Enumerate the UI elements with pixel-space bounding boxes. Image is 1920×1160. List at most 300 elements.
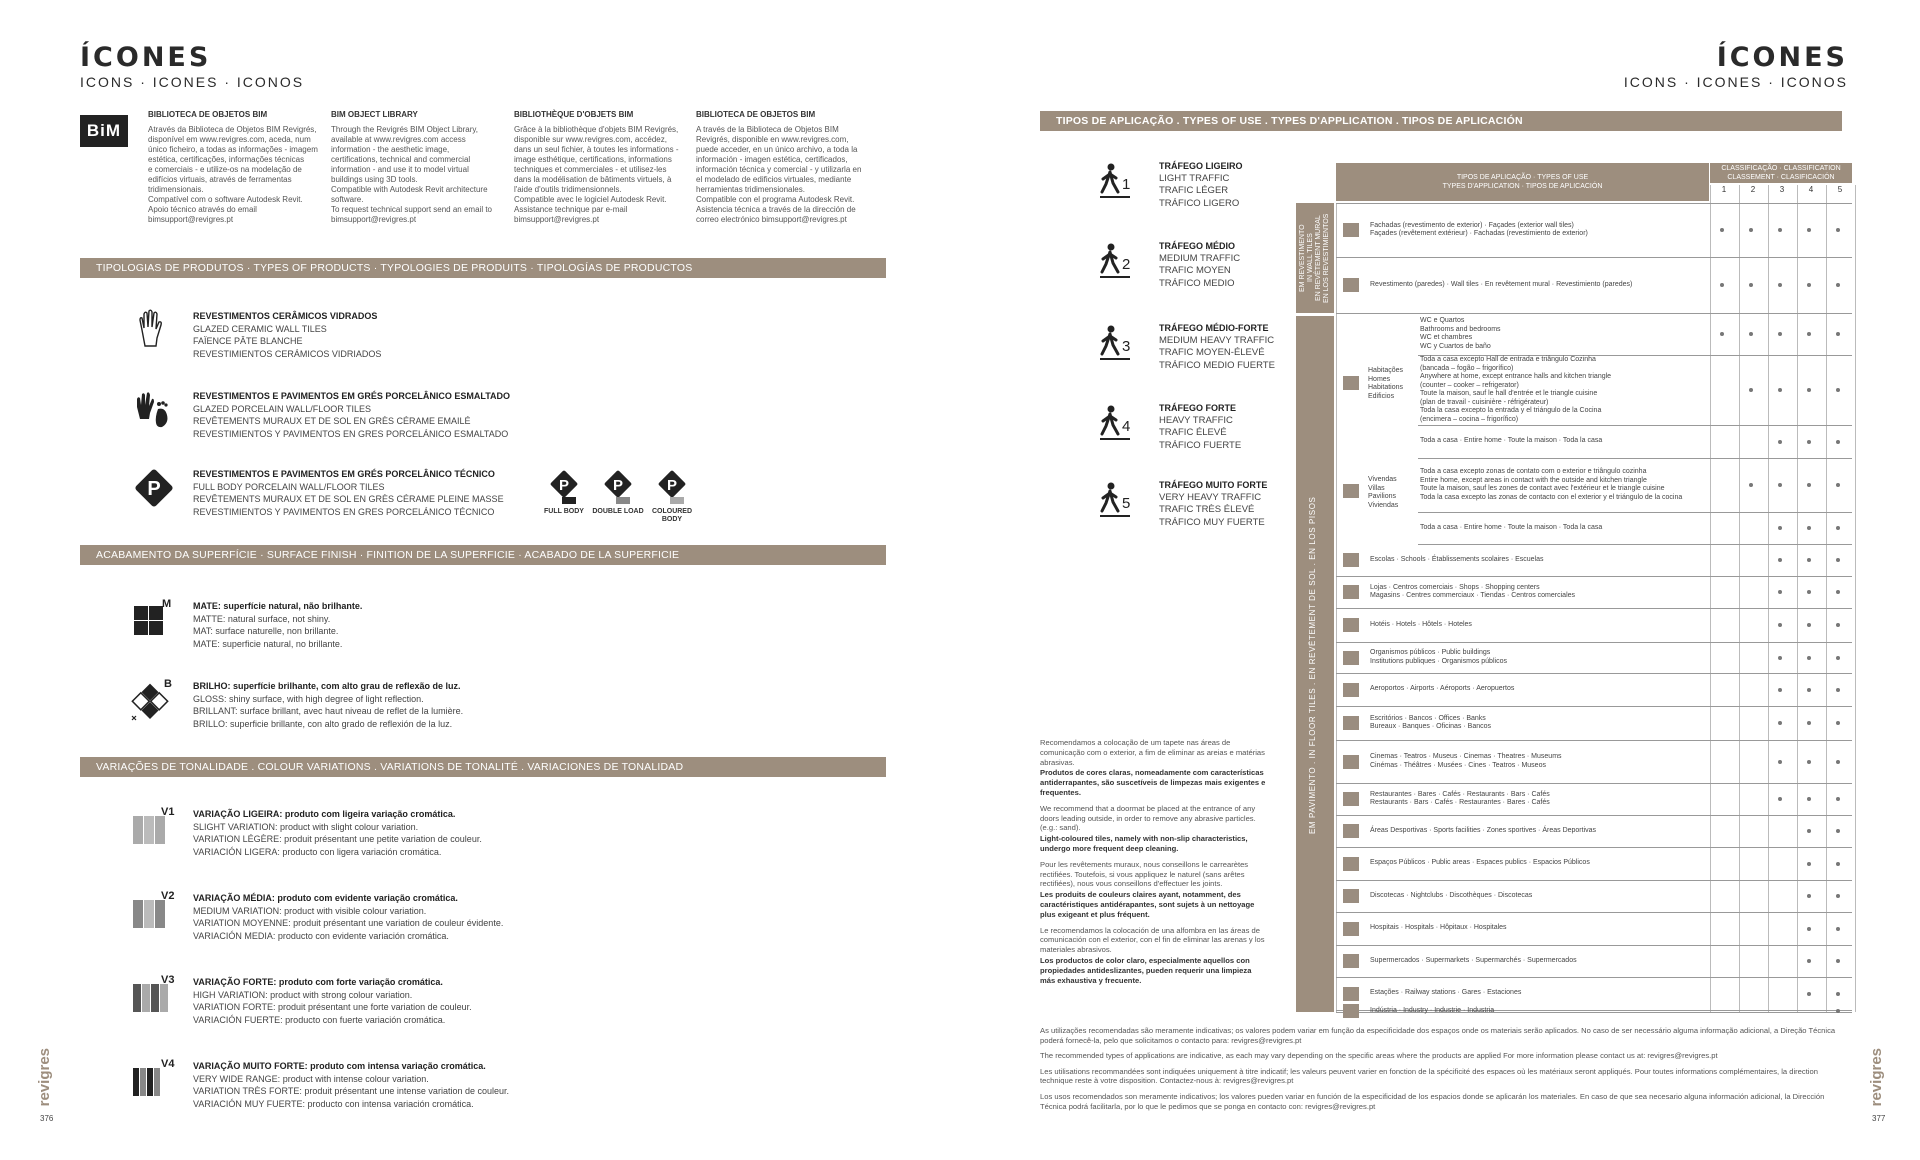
table-row-line: [1336, 880, 1852, 881]
nightclub-icon: [1343, 889, 1359, 903]
bim-column: [331, 110, 511, 225]
classification-dot: [1778, 590, 1782, 594]
bim-column-heading: BIM OBJECT LIBRARY: [331, 110, 418, 119]
gloss-letter: B: [164, 678, 172, 690]
grid-col-line: [1768, 185, 1769, 1012]
product-line: REVESTIMIENTOS Y PAVIMENTOS EN GRES PORCELÁNICO TÉCNICO: [193, 506, 495, 517]
classification-dot: [1778, 526, 1782, 530]
wall-tiles-label: EM REVESTIMENTO IN WALL TILES EN REVÊTEMENT MURAL EN LOS REVESTIMIENTOS: [1299, 213, 1330, 303]
bim-column-line: bimsupport@revigres.pt: [148, 215, 234, 224]
traffic-line: MEDIUM TRAFFIC: [1159, 252, 1241, 264]
variation-heading: VARIAÇÃO LIGEIRA: produto com ligeira variação cromática.: [193, 809, 456, 819]
svg-text:P: P: [558, 477, 570, 494]
classification-dot: [1778, 388, 1782, 392]
classification-dot: [1836, 688, 1840, 692]
variation-line: SLIGHT VARIATION: product with slight colour variation.: [193, 821, 419, 832]
classification-dot: [1807, 927, 1811, 931]
classification-dot: [1807, 228, 1811, 232]
finish-line: BRILLANT: surface brillant, avec haut niveau de reflet de la lumière.: [193, 706, 464, 717]
table-row-text: Hotéis · Hotels · Hôtels · Hoteles: [1370, 620, 1472, 628]
variation-stripe: [154, 1068, 160, 1096]
table-row-text: WC e Quartos Bathrooms and bedrooms WC et chambres WC y Cuartos de baño: [1420, 317, 1501, 350]
bim-column-line: Asistencia técnica a través de la dirección de: [696, 205, 856, 214]
section-bar-products: TIPOLOGIAS DE PRODUTOS · TYPES OF PRODUCTS · TYPOLOGIES DE PRODUITS · TIPOLOGÍAS DE PRODUCTOS: [80, 258, 886, 278]
classification-dot: [1749, 388, 1753, 392]
classification-dot: [1807, 656, 1811, 660]
classification-dot: [1778, 623, 1782, 627]
table-row-text: Organismos públicos · Public buildings Institutions publiques · Organismos públicos: [1370, 649, 1507, 665]
classification-dot: [1836, 797, 1840, 801]
body-type-icon: [548, 470, 580, 506]
variation-heading: VARIAÇÃO FORTE: produto com forte variação cromática.: [193, 977, 443, 987]
traffic-4-icon: [1100, 404, 1136, 442]
bim-column-line: l'aide d'outils tridimensionnels.: [514, 185, 622, 194]
bim-column-line: puede acceder, en un único archivo, a toda la: [696, 145, 858, 154]
brand-logo: revigres: [36, 1048, 53, 1107]
walker-icon: [1100, 162, 1136, 200]
floor-tiles-label: EM PAVIMENTO . IN FLOOR TILES . EN REVÊTEMENT DE SOL . EN LOS PISOS: [1308, 496, 1317, 834]
variation-stripe: [133, 1068, 139, 1096]
product-line: REVESTIMIENTOS Y PAVIMENTOS EN GRES PORCELÁNICO ESMALTADO: [193, 428, 509, 439]
bim-column-line: Through the Revigrés BIM Object Library,: [331, 125, 479, 134]
bim-column-line: herramientas tridimensionales.: [696, 185, 805, 194]
page-title-right: ÍCONES: [1716, 42, 1848, 73]
classification-dot: [1836, 483, 1840, 487]
variation-2-icon: [133, 890, 175, 930]
variation-line: VARIATION TRÈS FORTE: produit présentant une intense variation de couleur.: [193, 1086, 509, 1097]
doormat-note: [1040, 738, 1268, 991]
bim-column-line: único ficheiro, a todas as informações - imagem: [148, 145, 318, 154]
table-row-line: [1336, 576, 1852, 577]
bim-column-line: bimsupport@revigres.pt: [331, 215, 417, 224]
bim-column-line: available at www.revigres.com access: [331, 135, 466, 144]
variation-line: VERY WIDE RANGE: product with intense colour variation.: [193, 1073, 429, 1084]
variation-code: V4: [161, 1058, 175, 1070]
walker-icon: [1100, 324, 1136, 362]
bim-column-line: To request technical support send an email to: [331, 205, 492, 214]
traffic-heading: TRÁFEGO LIGEIRO: [1159, 161, 1243, 171]
traffic-line: TRAFIC LÉGER: [1159, 185, 1229, 197]
traffic-heading: TRÁFEGO MUITO FORTE: [1159, 480, 1268, 490]
table-row-line: [1336, 257, 1852, 258]
table-row-line: [1336, 977, 1852, 978]
traffic-heading: TRÁFEGO FORTE: [1159, 403, 1236, 413]
table-header-class: CLASSIFICAÇÃO · CLASSIFICATION CLASSEMENT · CLASIFICACIÓN: [1710, 163, 1852, 183]
classification-dot: [1778, 440, 1782, 444]
walker-icon: [1100, 242, 1136, 280]
traffic-3-icon: [1100, 324, 1136, 362]
bim-column-line: certifications, technical and commercial: [331, 155, 471, 164]
table-header-use: TIPOS DE APLICAÇÃO · TYPES OF USE TYPES D'APPLICATION · TIPOS DE APLICACIÓN: [1336, 163, 1709, 201]
walker-icon: [1100, 481, 1136, 519]
finish-item: [193, 600, 362, 650]
bim-column-line: dans la modélisation de bâtiments virtuels, à: [514, 175, 672, 184]
variation-heading: VARIAÇÃO MUITO FORTE: produto com intensa variação cromática.: [193, 1061, 486, 1071]
traffic-line: HEAVY TRAFFIC: [1159, 414, 1233, 426]
classification-dot: [1836, 959, 1840, 963]
classification-dot: [1778, 688, 1782, 692]
variation-line: VARIATION MOYENNE: produit présentant une variation de couleur évidente.: [193, 918, 504, 929]
product-line: REVESTIMIENTOS CERÁMICOS VIDRIADOS: [193, 348, 382, 359]
classification-dot: [1836, 721, 1840, 725]
variation-line: MEDIUM VARIATION: product with visible colour variation.: [193, 905, 427, 916]
public-space-icon: [1343, 857, 1359, 871]
product-line: FAÏENCE PÂTE BLANCHE: [193, 336, 303, 347]
footnote: As utilizações recomendadas são meramente indicativas; os valores podem variar em função da especificidade dos espaços onde os materiais serão aplicados. No caso de ser necessário alguma informação adicional, a Direção Técnica poderá fornecê-la, pelo que solicitamos o contacto para: revigres@revigres.pt: [1040, 1026, 1836, 1045]
classification-dot: [1807, 829, 1811, 833]
bim-column-line: information - the aesthetic image,: [331, 145, 450, 154]
table-row-line: [1418, 458, 1852, 459]
classification-dot: [1836, 558, 1840, 562]
variation-line: HIGH VARIATION: product with strong colour variation.: [193, 989, 413, 1000]
product-item: [193, 468, 504, 518]
brand-logo-right: revigres: [1868, 1048, 1885, 1107]
bim-column: [148, 110, 328, 225]
classification-dot: [1807, 797, 1811, 801]
table-row-text: Toda a casa · Entire home · Toute la maison · Toda la casa: [1420, 437, 1603, 445]
traffic-line: TRÁFICO MUY FUERTE: [1159, 516, 1265, 528]
page-number: 376: [40, 1114, 54, 1123]
classification-dot: [1836, 894, 1840, 898]
table-row-line: [1418, 512, 1852, 513]
bim-column-line: Compatible con el programa Autodesk Revit.: [696, 195, 855, 204]
variation-1-icon: [133, 806, 175, 846]
body-type-label: FULL BODY: [544, 508, 584, 515]
table-row-text: Escritórios · Bancos · Offices · Banks Bureaux · Banques · Oficinas · Bancos: [1370, 714, 1492, 730]
table-row-text: Toda a casa excepto zonas de contato com o exterior e triângulo cozinha Entire home, except areas in contact with the outside and kitchen triangle Toute la maison, sauf les zones de contact avec l'extérieur et le triangle cuisine Toda la casa excepto las zonas de contacto con el exterior y el triángulo de la cocina: [1420, 468, 1683, 501]
body-type-label: COLOURED BODY: [651, 508, 693, 523]
variation-stripe: [155, 900, 165, 928]
bim-column-line: Compatible avec le logiciel Autodesk Revit.: [514, 195, 667, 204]
grid-col-line: [1855, 185, 1856, 1012]
product-heading: REVESTIMENTOS E PAVIMENTOS EM GRÉS PORCELÂNICO ESMALTADO: [193, 391, 511, 401]
traffic-line: MEDIUM HEAVY TRAFFIC: [1159, 334, 1275, 346]
traffic-level: 5: [1122, 495, 1131, 512]
bim-column-line: image esthétique, certifications, informations: [514, 155, 672, 164]
bim-logo: BiM: [80, 115, 128, 147]
traffic-level: 1: [1122, 176, 1131, 193]
villa-icon: [1343, 484, 1359, 498]
variation-stripe: [140, 1068, 146, 1096]
table-row-text: Aeroportos · Airports · Aéroports · Aeropuertos: [1370, 685, 1515, 693]
classification-dot: [1836, 590, 1840, 594]
classification-dot: [1807, 440, 1811, 444]
product-heading: REVESTIMENTOS E PAVIMENTOS EM GRÉS PORCELÂNICO TÉCNICO: [193, 469, 495, 479]
classification-dot: [1807, 862, 1811, 866]
traffic-item: [1159, 240, 1240, 290]
group-label-habitacoes: Habitações Homes Habitations Edificios: [1368, 367, 1404, 400]
grid-col-line: [1826, 185, 1827, 1012]
industry-icon: [1343, 1004, 1359, 1018]
classification-dot: [1836, 862, 1840, 866]
hand-foot-icon: [134, 389, 172, 429]
table-row-text: Toda a casa excepto Hall de entrada e triângulo Cozinha (bancada – fogão – frigorífico) Anywhere at home, except entrance halls and kitchen triangle (counter – cooker – refrigerator) Toute la maison, sauf le hall d'entrée et le triangle cuisine (plan de travail - cuisinière - réfrigérateur) Toda la casa excepto la entrada y el triángulo de la Cocina (encimera – cocina – frigorífico): [1420, 356, 1612, 423]
variation-item: [193, 976, 472, 1026]
section-bar-variations: VARIAÇÕES DE TONALIDADE . COLOUR VARIATIONS . VARIATIONS DE TONALITÉ . VARIACIONES DE TONALIDAD: [80, 757, 886, 777]
bim-column-line: Apoio técnico através do email: [148, 205, 257, 214]
table-row-line: [1336, 203, 1852, 204]
grid-col-line: [1797, 185, 1798, 1012]
variation-stripe: [155, 816, 165, 844]
classification-dot: [1720, 283, 1724, 287]
school-icon: [1343, 553, 1359, 567]
variation-4-icon: [133, 1058, 175, 1098]
page-number-right: 377: [1872, 1114, 1886, 1123]
bim-column-heading: BIBLIOTECA DE OBJETOS BIM: [148, 110, 268, 119]
classification-dot: [1778, 228, 1782, 232]
traffic-5-icon: [1100, 481, 1136, 519]
variation-line: VARIACIÓN MEDIA: producto con evidente variación cromática.: [193, 930, 449, 941]
classification-dot: [1807, 959, 1811, 963]
table-row-line: [1336, 783, 1852, 784]
page-title: ÍCONES: [80, 42, 212, 73]
building-icon: [1343, 651, 1359, 665]
classification-dot: [1807, 894, 1811, 898]
variation-code: V2: [161, 890, 175, 902]
house-icon: [1343, 376, 1359, 390]
product-line: GLAZED CERAMIC WALL TILES: [193, 323, 327, 334]
table-row-text: Discotecas · Nightclubs · Discothèques · Discotecas: [1370, 891, 1533, 899]
matte-letter: M: [162, 598, 172, 610]
traffic-item: [1159, 160, 1243, 210]
classification-dot: [1836, 228, 1840, 232]
classification-dot: [1836, 332, 1840, 336]
bim-column-line: Revigrés, disponible en www.revigres.com,: [696, 135, 849, 144]
sports-icon: [1343, 824, 1359, 838]
classification-dot: [1778, 332, 1782, 336]
classification-dot: [1807, 283, 1811, 287]
finish-line: MATTE: natural surface, not shiny.: [193, 613, 331, 624]
variation-line: VARIACIÓN MUY FUERTE: producto con intensa variación cromática.: [193, 1098, 474, 1109]
traffic-level: 4: [1122, 418, 1131, 435]
bim-column-line: tridimensionais.: [148, 185, 204, 194]
doormat-paragraph: Recomendamos a colocação de um tapete nas áreas de comunicação com o exterior, a fim de eliminar as areias e matérias abrasivas.: [1040, 738, 1265, 767]
classification-dot: [1807, 688, 1811, 692]
classification-dot: [1807, 721, 1811, 725]
bim-column-line: información técnica y comercial - y utilizarla en: [696, 165, 862, 174]
doormat-paragraph: Los productos de color claro, especialmente aquellos con propiedades antideslizantes, pueden requerir una limpieza más exhaustiva y frecuente.: [1040, 955, 1252, 985]
classification-dot: [1836, 388, 1840, 392]
classification-dot: [1836, 526, 1840, 530]
variation-item: [193, 1060, 509, 1110]
class-col-header: 2: [1750, 185, 1756, 194]
bim-column-line: Assistance technique par e-mail: [514, 205, 628, 214]
table-row-line: [1336, 815, 1852, 816]
svg-text:P: P: [666, 477, 678, 494]
traffic-item: [1159, 322, 1275, 372]
classification-dot: [1836, 623, 1840, 627]
variation-stripe: [144, 816, 154, 844]
table-row-line: [1336, 912, 1852, 913]
product-line: FULL BODY PORCELAIN WALL/FLOOR TILES: [193, 481, 385, 492]
bim-column-line: Compatível com o software Autodesk Revit.: [148, 195, 303, 204]
bim-column-heading: BIBLIOTECA DE OBJETOS BIM: [696, 110, 816, 119]
classification-dot: [1778, 760, 1782, 764]
footnote: Les utilisations recommandées sont indiquées uniquement à titre indicatif; les valeurs peuvent varier en fonction de la spécificité des espaces où les matériaux seront appliqués. Pour toutes informations complémentaires, la direction technique reste à votre disposition. Contactez-nous à: revigres@revigres.pt: [1040, 1066, 1818, 1086]
bim-column-line: information - and use it to model virtual: [331, 165, 469, 174]
bim-column-line: Grâce à la bibliothèque d'objets BIM Revigrés,: [514, 125, 679, 134]
walker-icon: [1100, 404, 1136, 442]
classification-dot: [1807, 526, 1811, 530]
table-row-text: Restaurantes · Bares · Cafés · Restaurants · Bars · Cafés Restaurants · Bars · Cafés · Restaurantes · Bares · Cafés: [1370, 790, 1550, 806]
table-row-line: [1336, 608, 1852, 609]
table-row-text: Espaços Públicos · Public areas · Espaces publics · Espacios Públicos: [1370, 859, 1590, 867]
station-icon: [1343, 987, 1359, 1001]
classification-dot: [1836, 656, 1840, 660]
bim-column-line: e comerciais - e utilize-os na modelação de: [148, 165, 302, 174]
classification-dot: [1807, 388, 1811, 392]
supermarket-icon: [1343, 954, 1359, 968]
hospital-icon: [1343, 922, 1359, 936]
bim-column-line: disponível em www.revigres.com, aceda, num: [148, 135, 311, 144]
variation-stripe: [133, 816, 143, 844]
table-row-text: Lojas · Centros comerciais · Shops · Shopping centers Magasins · Centres commerciaux · Tiendas · Centros comerciales: [1370, 583, 1576, 599]
body-type-icon: [656, 470, 688, 506]
variation-3-icon: [133, 974, 175, 1014]
table-row-text: Fachadas (revestimento de exterior) · Façades (exterior wall tiles) Façades (revêtement extérieur) · Fachadas (revestimiento de exterior): [1370, 221, 1588, 237]
body-type-label: DOUBLE LOAD: [592, 508, 644, 515]
classification-dot: [1749, 483, 1753, 487]
doormat-paragraph: Pour les revêtements muraux, nous conseillons le carrearètes rectifiées. Toutefois, si vous appliquez le naturel (sans arêtes rectifiées), nous vous conseillons d'effectuer les joints.: [1040, 859, 1249, 889]
bim-column-line: Através da Biblioteca de Objetos BIM Revigrés,: [148, 125, 317, 134]
classification-dot: [1778, 283, 1782, 287]
traffic-line: LIGHT TRAFFIC: [1159, 172, 1230, 184]
bim-column: [696, 110, 876, 225]
bim-column-line: estética, certificações, informações técnicas: [148, 155, 305, 164]
classification-dot: [1749, 283, 1753, 287]
table-row-line: [1336, 706, 1852, 707]
classification-dot: [1807, 332, 1811, 336]
variation-stripe: [144, 900, 154, 928]
traffic-line: TRÁFICO LIGERO: [1159, 197, 1240, 209]
class-col-header: 4: [1808, 185, 1814, 194]
variation-code: V1: [161, 806, 175, 818]
traffic-heading: TRÁFEGO MÉDIO-FORTE: [1159, 323, 1269, 333]
classification-dot: [1807, 760, 1811, 764]
class-col-header: 3: [1779, 185, 1785, 194]
bim-column-line: información - imagen estética, certificados,: [696, 155, 848, 164]
finish-heading: BRILHO: superfície brilhante, com alto grau de reflexão de luz.: [193, 681, 461, 691]
variation-line: VARIACIÓN FUERTE: producto con fuerte variación cromática.: [193, 1014, 446, 1025]
variation-line: VARIACIÓN LIGERA: producto con ligera variación cromática.: [193, 846, 442, 857]
variation-code: V3: [161, 974, 175, 986]
footnote: The recommended types of applications are indicative, as each may vary depending on the specific areas where the products are applied For more information please contact us at: revigres@revigres.pt: [1040, 1051, 1718, 1061]
hotel-icon: [1343, 618, 1359, 632]
table-row-text: Cinemas · Teatros · Museus · Cinemas · Theatres · Museums Cinémas · Théâtres · Musées · Cines · Teatros · Museos: [1370, 753, 1562, 769]
classification-dot: [1778, 483, 1782, 487]
classification-dot: [1836, 1009, 1840, 1013]
traffic-item: [1159, 479, 1267, 529]
svg-text:P: P: [612, 477, 624, 494]
bim-column-line: A través de la Biblioteca de Objetos BIM: [696, 125, 839, 134]
product-item: [193, 390, 510, 440]
variation-line: VARIATION LÉGÈRE: produit présentant une petite variation de couleur.: [193, 834, 482, 845]
traffic-2-icon: [1100, 242, 1136, 280]
variation-stripe: [142, 984, 150, 1012]
bim-column-line: edifícios virtuais, através de ferramentas: [148, 175, 292, 184]
table-row-text: Hospitais · Hospitals · Hôpitaux · Hospitales: [1370, 924, 1507, 932]
classification-dot: [1836, 927, 1840, 931]
office-icon: [1343, 716, 1359, 730]
traffic-line: TRAFIC ÉLEVÉ: [1159, 427, 1227, 439]
traffic-item: [1159, 402, 1241, 452]
restaurant-icon: [1343, 792, 1359, 806]
product-line: GLAZED PORCELAIN WALL/FLOOR TILES: [193, 403, 372, 414]
table-row-text: Áreas Desportivas · Sports facilities · Zones sportives · Áreas Deportivas: [1370, 826, 1597, 834]
traffic-line: TRÁFICO MEDIO: [1159, 277, 1235, 289]
table-row-line: [1418, 544, 1852, 545]
classification-dot: [1778, 656, 1782, 660]
variation-line: VARIATION FORTE: produit présentant une forte variation de couleur.: [193, 1002, 472, 1013]
table-row-line: [1336, 740, 1852, 741]
bim-column-line: correo electrónico bimsupport@revigres.pt: [696, 215, 847, 224]
table-row-text: Indústria · Industry · Industrie · Industria: [1370, 1006, 1495, 1014]
traffic-level: 2: [1122, 256, 1131, 273]
table-row-line: [1418, 425, 1852, 426]
classification-dot: [1836, 829, 1840, 833]
bim-column-line: software.: [331, 195, 364, 204]
variation-heading: VARIAÇÃO MÉDIA: produto com evidente variação cromática.: [193, 893, 458, 903]
bim-column-line: Compatible with Autodesk Revit architecture: [331, 185, 488, 194]
classification-dot: [1720, 228, 1724, 232]
classification-dot: [1778, 797, 1782, 801]
traffic-line: VERY HEAVY TRAFFIC: [1159, 491, 1262, 503]
bim-column-line: bimsupport@revigres.pt: [514, 215, 600, 224]
class-col-header: 1: [1721, 185, 1727, 194]
doormat-paragraph: Produtos de cores claras, nomeadamente com características antiderrapantes, são suscetíveis de limpezas mais exigentes e frequentes.: [1040, 768, 1266, 797]
airplane-icon: [1343, 683, 1359, 697]
finish-line: MAT: surface naturelle, non brillante.: [193, 626, 339, 637]
traffic-line: TRÁFICO FUERTE: [1159, 439, 1242, 451]
traffic-line: TRAFIC MOYEN-ÉLEVÉ: [1159, 347, 1265, 359]
class-col-header: 5: [1837, 185, 1843, 194]
finish-item: [193, 680, 463, 730]
grid-col-line: [1710, 185, 1711, 1012]
doormat-paragraph: Les produits de couleurs claires ayant, notamment, des caractéristiques antidérapantes, sont sujets à un nettoyage plus exigeant et plus fréquent.: [1040, 890, 1255, 919]
product-line: REVÊTEMENTS MURAUX ET DE SOL EN GRÈS CÉRAME PLEINE MASSE: [193, 494, 504, 505]
traffic-line: TRAFIC TRÈS ÉLEVÉ: [1159, 504, 1255, 516]
footnotes: [1040, 1026, 1840, 1117]
variation-stripe: [160, 984, 168, 1012]
classification-dot: [1807, 623, 1811, 627]
section-bar-finish: ACABAMENTO DA SUPERFÍCIE · SURFACE FINISH · FINITION DE LA SUPERFICIE · ACABADO DE LA SUPERFICIE: [80, 545, 886, 565]
doormat-paragraph: We recommend that a doormat be placed at the entrance of any doors leading outside, in order to remove any abrasive particles. (e.g.: sand).: [1040, 803, 1256, 833]
traffic-line: TRÁFICO MEDIO FUERTE: [1159, 359, 1275, 371]
variation-stripe: [133, 984, 141, 1012]
table-row-line: [1336, 642, 1852, 643]
page-subtitle-right: ICONS · ICONES · ICONOS: [1623, 74, 1848, 90]
footnote: Los usos recomendados son meramente indicativos; los valores pueden variar en función de la especificidad de los espacios donde se aplicarán los materiales. En caso de que sea necesario alguna información adicional, la Dirección Técnica podrá facilitarla, por lo que le pedimos que se ponga en contacto con: revigres@revigres.pt: [1040, 1091, 1825, 1111]
grid-col-line: [1739, 185, 1740, 1012]
table-row-text: Revestimento (paredes) · Wall tiles · En revêtement mural · Revestimiento (paredes): [1370, 280, 1633, 288]
wall-row-icon: [1343, 223, 1359, 237]
body-type-icon: [602, 470, 634, 506]
group-label-vivendas: Vivendas Villas Pavilions Viviendas: [1368, 476, 1399, 509]
product-item: [193, 310, 381, 360]
classification-dot: [1836, 440, 1840, 444]
traffic-line: TRAFIC MOYEN: [1159, 265, 1231, 277]
finish-line: MATE: superficie natural, no brillante.: [193, 638, 343, 649]
variation-item: [193, 808, 482, 858]
bim-column-heading: BIBLIOTHÈQUE D'OBJETS BIM: [514, 110, 634, 119]
table-row-line: [1336, 945, 1852, 946]
variation-stripe: [147, 1068, 153, 1096]
wall-row-icon: [1343, 278, 1359, 292]
variation-stripe: [151, 984, 159, 1012]
classification-dot: [1807, 992, 1811, 996]
traffic-heading: TRÁFEGO MÉDIO: [1159, 241, 1235, 251]
traffic-1-icon: [1100, 162, 1136, 200]
